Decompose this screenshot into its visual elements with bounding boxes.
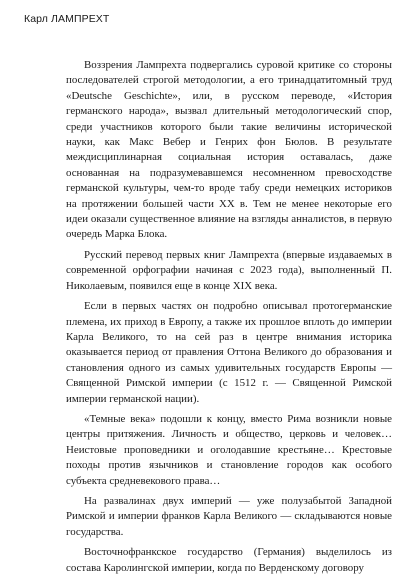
- body-text: [66, 58, 392, 581]
- running-head: [24, 13, 109, 25]
- paragraph: Русский перевод первых книг Лампрехта (впервые издаваемых в современной орфографии начиная с 2023 года), выполненный П. Николаевым, появился еще в конце XIX века.: [66, 248, 392, 292]
- paragraph: «Темные века» подошли к концу, вместо Рима возникли новые центры притяжения. Личность и общество, церковь и человек… Неистовые проповедники и оголодавшие крестьяне… Крестовые походы против язычников и становление городов как особого субъекта средневекового права…: [66, 412, 392, 487]
- paragraph: На развалинах двух империй — уже полузабытой Западной Римской и империи франков Карла Великого — складываются новые государства.: [66, 494, 392, 538]
- author-last-name: ЛАМПРЕХТ: [51, 13, 110, 25]
- paragraph: Если в первых частях он подробно описывал протогерманские племена, их приход в Европу, а также их прошлое вплоть до империи Карла Великого, то на сей раз в центре внимания историка оказывается период от правления Оттона Великого до образования и становления одного из самых удивительных государств Европы — Священной Римской империи (с 1512 г. — Священной Римской империи германской нации).: [66, 300, 392, 405]
- author-first-name: Карл: [24, 13, 48, 25]
- paragraph: Восточнофранкское государство (Германия) выделилось из состава Каролингской империи, когда по Верденскому договору: [66, 546, 392, 574]
- paragraph: Воззрения Лампрехта подвергались суровой критике со стороны последователей строгой методологии, а его тринадцатитомный труд «Deutsche Geschichte», или, в русском переводе, «История германского народа», вызвал длительный методологический спор, среди участников которого были такие величины исторической науки, как Макс Вебер и Генрих фон Бюлов. В результате междисциплинарная социальная история оставалась, даже основанная на подразумевавшемся несомненном превосходстве германской культуры, чем-то вроде табу среди немецких историков на протяжении большей части XX в. Тем не менее некоторые его идеи оказали существенное влияние на взгляды анналистов, в первую очередь Марка Блока.: [66, 59, 392, 241]
